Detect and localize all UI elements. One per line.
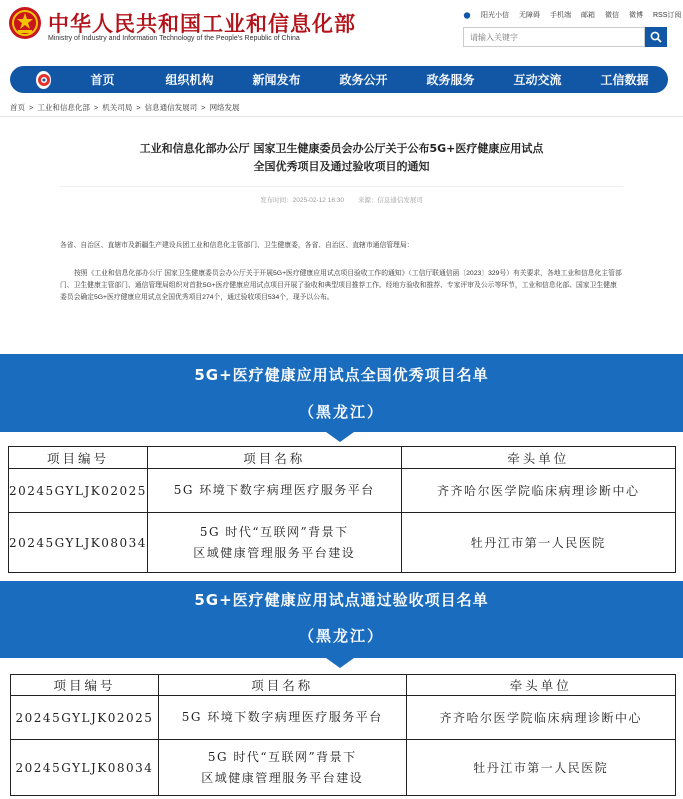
section-region: （黑龙江）: [298, 627, 384, 645]
breadcrumb-departments[interactable]: 机关司局: [102, 103, 133, 112]
lead-organization: 齐齐哈尔医学院临床病理诊断中心: [406, 696, 675, 740]
site-header: [0, 0, 683, 58]
table-header-row: [9, 447, 676, 469]
column-header-org: 牵头单位: [401, 447, 675, 469]
breadcrumb-ministry[interactable]: 工业和信息化部: [37, 103, 90, 112]
top-link-mobile[interactable]: 手机端: [550, 12, 571, 19]
nav-item-home[interactable]: 首页: [90, 73, 115, 87]
section-banner-excellent: [0, 354, 683, 432]
excellent-projects-table: [8, 446, 676, 573]
breadcrumb-home[interactable]: 首页: [10, 103, 25, 112]
miit-logo-icon: [37, 73, 51, 87]
nav-item-interaction[interactable]: 互动交流: [513, 73, 562, 87]
nav-item-data[interactable]: 工信数据: [600, 73, 649, 87]
lead-organization: 牡丹江市第一人民医院: [406, 740, 675, 796]
breadcrumb-separator-icon: >: [93, 103, 99, 112]
table-header-row: [11, 675, 676, 696]
project-name: [147, 469, 401, 513]
table-row: [9, 513, 676, 573]
article-title-line2: 全国优秀项目及通过验收项目的通知: [253, 160, 430, 173]
search-icon: [650, 31, 662, 43]
column-header-id: 项目编号: [11, 675, 159, 696]
article-title-line1: 工业和信息化部办公厅 国家卫生健康委员会办公厅关于公布5G+医疗健康应用试点: [139, 142, 544, 155]
project-name-line: 5G 环境下数字病理医疗服务平台: [181, 710, 383, 724]
banner-pointer-icon: [326, 432, 354, 442]
nav-item-news[interactable]: 新闻发布: [252, 73, 301, 87]
column-header-org: 牵头单位: [406, 675, 675, 696]
column-header-id: 项目编号: [9, 447, 148, 469]
top-link-sunshine[interactable]: 阳光小信: [481, 12, 509, 19]
accepted-projects-table: [10, 674, 676, 796]
search-button[interactable]: [645, 27, 667, 47]
article-title: [60, 140, 623, 176]
nav-item-services[interactable]: 政务服务: [426, 73, 475, 87]
project-name-line: 区域健康管理服务平台建设: [201, 770, 364, 785]
nav-item-public-affairs[interactable]: 政务公开: [339, 73, 388, 87]
breadcrumb-divider: [0, 116, 683, 117]
table-row: [11, 696, 676, 740]
project-id: 20245GYLJK08034: [9, 513, 148, 573]
section-title: 5G+医疗健康应用试点通过验收项目名单: [194, 591, 489, 609]
project-id: 20245GYLJK02025: [9, 469, 148, 513]
breadcrumb: [10, 102, 240, 113]
lead-organization: 牡丹江市第一人民医院: [401, 513, 675, 573]
lead-organization: 齐齐哈尔医学院临床病理诊断中心: [401, 469, 675, 513]
breadcrumb-separator-icon: >: [136, 103, 141, 112]
table-row: [11, 740, 676, 796]
section-region: （黑龙江）: [298, 403, 384, 421]
project-name: [158, 696, 406, 740]
article-source: 来源：信息通信发展司: [357, 197, 423, 204]
breadcrumb-network[interactable]: 网络发展: [209, 103, 240, 112]
project-id: 20245GYLJK02025: [11, 696, 159, 740]
breadcrumb-separator-icon: >: [201, 103, 206, 112]
meta-divider: [60, 186, 623, 187]
national-emblem-icon[interactable]: [8, 6, 42, 40]
project-name-line: 5G 时代“互联网”背景下: [199, 524, 349, 539]
section-title: 5G+医疗健康应用试点全国优秀项目名单: [194, 366, 489, 384]
top-links: [463, 10, 681, 20]
project-name-line: 5G 时代“互联网”背景下: [207, 749, 357, 764]
sun-icon: [463, 11, 471, 20]
breadcrumb-separator-icon: >: [29, 103, 34, 112]
top-link-wechat[interactable]: 微信: [605, 12, 619, 19]
column-header-name: 项目名称: [147, 447, 401, 469]
project-name: [158, 740, 406, 796]
nav-item-organization[interactable]: 组织机构: [165, 73, 214, 87]
site-title[interactable]: 中华人民共和国工业和信息化部: [48, 11, 356, 36]
article-paragraph-body: 按照《工业和信息化部办公厅 国家卫生健康委员会办公厅关于开展5G+医疗健康应用试点项目验收工作的通知》（工信厅联通信函〔2023〕329号）有关要求，各地工业和信息化主管部门、卫生健康主管部门、通信管理局组织对首批5G+医疗健康应用试点项目开展了验收和典型项目推荐工作。经地方验收和推荐、专家评审及公示等环节，工业和信息化部、国家卫生健康委员会确定5G+医疗健康应用试点全国优秀项目274个，通过验收项目534个，现予以公布。: [60, 270, 622, 301]
top-link-accessibility[interactable]: 无障碍: [519, 12, 540, 19]
article-meta: [60, 195, 623, 204]
project-name-line: 区域健康管理服务平台建设: [193, 545, 356, 560]
top-link-rss[interactable]: RSS订阅: [653, 12, 682, 19]
project-name-line: 5G 环境下数字病理医疗服务平台: [173, 483, 375, 497]
top-link-mail[interactable]: 邮箱: [581, 12, 595, 19]
banner-pointer-icon: [326, 658, 354, 668]
article-paragraph-salutation: 各省、自治区、直辖市及新疆生产建设兵团工业和信息化主管部门、卫生健康委，各省、自治区、直辖市通信管理局：: [60, 242, 414, 249]
column-header-name: 项目名称: [158, 675, 406, 696]
nav-logo-icon[interactable]: [36, 71, 51, 89]
breadcrumb-telecom-dept[interactable]: 信息通信发展司: [144, 103, 198, 112]
main-nav: [10, 66, 668, 93]
project-name: [147, 513, 401, 573]
search-input[interactable]: [463, 27, 645, 47]
top-link-weibo[interactable]: 微博: [629, 12, 643, 19]
section-banner-accepted: [0, 581, 683, 658]
site-subtitle: Ministry of Industry and Information Technology of the People's Republic of China: [48, 35, 300, 42]
publish-time: 发布时间：2025-02-12 16:30: [260, 197, 344, 204]
table-row: [9, 469, 676, 513]
project-id: 20245GYLJK08034: [11, 740, 159, 796]
